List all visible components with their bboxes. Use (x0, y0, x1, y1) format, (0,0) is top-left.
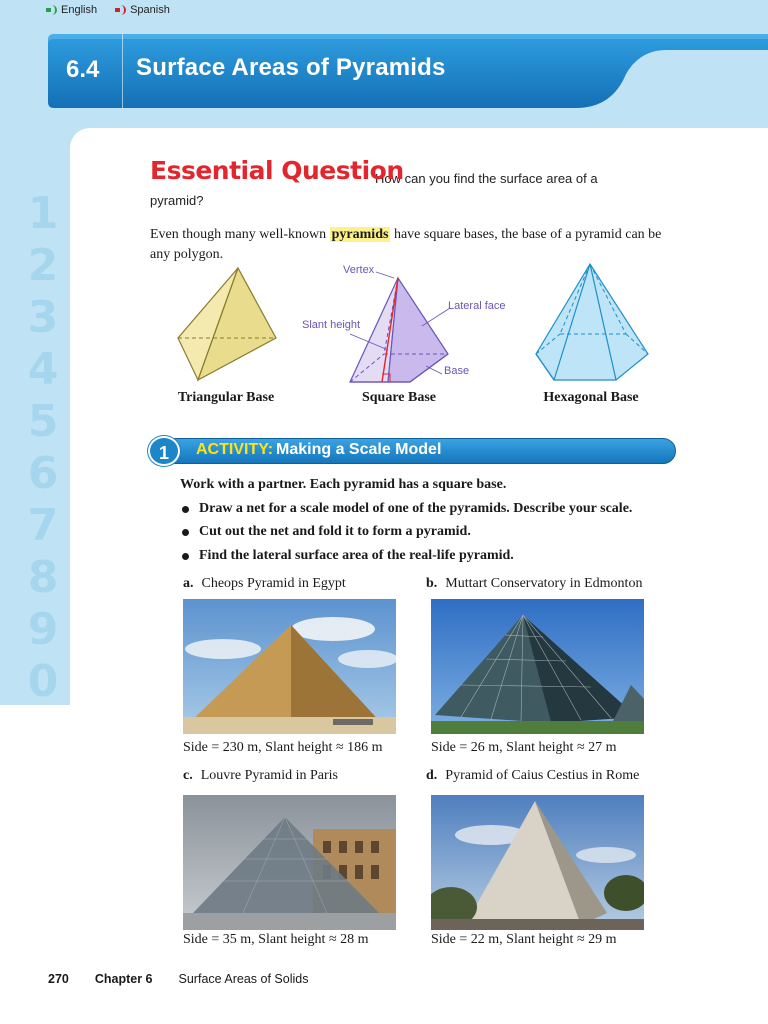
label-lateral-face: Lateral face (448, 300, 506, 312)
side-number: 0 (27, 656, 59, 707)
cheops-pyramid-photo (183, 599, 396, 734)
caption-hexagonal-base: Hexagonal Base (543, 390, 639, 405)
item-b-caption: Side = 26 m, Slant height ≈ 27 m (431, 740, 617, 755)
activity-label: ACTIVITY: (196, 441, 274, 458)
chapter-title: Surface Areas of Solids (178, 972, 309, 986)
item-letter: a. (183, 576, 194, 591)
speaker-icon (115, 5, 127, 15)
item-d-label (426, 768, 639, 784)
side-number: 9 (27, 604, 59, 655)
intro-text-before: Even though many well-known (150, 227, 330, 242)
speaker-icon (46, 5, 58, 15)
activity-instructions (180, 473, 700, 567)
caption-triangular-base: Triangular Base (177, 390, 275, 405)
side-number: 7 (27, 500, 59, 551)
side-number-column (18, 188, 68, 708)
item-a-label (183, 576, 346, 592)
instructions-lead: Work with a partner. Each pyramid has a square base. (180, 477, 507, 492)
side-number: 8 (27, 552, 59, 603)
side-number: 5 (27, 396, 59, 447)
hexagonal-pyramid-figure (536, 264, 648, 380)
side-number: 1 (27, 188, 59, 239)
caption-square-base: Square Base (361, 390, 437, 405)
item-name: Pyramid of Caius Cestius in Rome (445, 768, 640, 783)
spanish-audio-link[interactable] (115, 4, 170, 16)
item-letter: c. (183, 768, 193, 783)
instruction-bullets (180, 497, 700, 568)
item-name: Muttart Conservatory in Edmonton (445, 576, 643, 591)
pyramid-diagrams (170, 262, 660, 388)
side-number: 4 (27, 344, 59, 395)
item-letter: b. (426, 576, 438, 591)
activity-name: Making a Scale Model (276, 441, 442, 458)
page-number: 270 (48, 972, 69, 986)
intro-text-after: have square bases, the base of a pyramid can be any polygon. (150, 227, 662, 262)
item-b-label (426, 576, 642, 592)
english-audio-link[interactable] (46, 4, 97, 16)
item-letter: d. (426, 768, 438, 783)
lesson-banner (46, 34, 768, 112)
banner-divider (122, 34, 123, 108)
item-c-caption: Side = 35 m, Slant height ≈ 28 m (183, 932, 369, 947)
square-pyramid-figure (350, 272, 450, 382)
lesson-title: Surface Areas of Pyramids (136, 54, 446, 81)
label-base: Base (444, 365, 470, 377)
item-name: Cheops Pyramid in Egypt (201, 576, 346, 591)
activity-header (148, 436, 678, 466)
label-slant-height: Slant height (302, 319, 361, 331)
intro-paragraph (150, 225, 680, 265)
label-vertex: Vertex (343, 264, 375, 276)
instruction-bullet: Cut out the net and fold it to form a pyramid. (180, 520, 700, 544)
page-footer (48, 972, 308, 986)
side-number: 3 (27, 292, 59, 343)
activity-number-badge: 1 (148, 436, 180, 466)
side-number: 6 (27, 448, 59, 499)
chapter-label: Chapter 6 (94, 972, 153, 986)
spanish-label: Spanish (130, 4, 170, 16)
item-name: Louvre Pyramid in Paris (200, 768, 338, 783)
louvre-pyramid-photo (183, 795, 396, 930)
essential-question-text: How can you find the surface area of a pyramid? (150, 171, 598, 208)
lesson-number: 6.4 (66, 56, 100, 83)
instruction-bullet: Find the lateral surface area of the real-life pyramid. (180, 544, 700, 568)
caius-cestius-pyramid-photo (431, 795, 644, 930)
language-bar (46, 4, 170, 16)
vocab-term-pyramids[interactable]: pyramids (331, 227, 389, 242)
triangular-pyramid-figure (178, 268, 276, 380)
item-c-label (183, 768, 338, 784)
essential-question-title: Essential Question (150, 156, 404, 185)
side-number: 2 (27, 240, 59, 291)
instruction-bullet: Draw a net for a scale model of one of the pyramids. Describe your scale. (180, 497, 700, 521)
muttart-conservatory-photo (431, 599, 644, 734)
item-a-caption: Side = 230 m, Slant height ≈ 186 m (183, 740, 383, 755)
item-d-caption: Side = 22 m, Slant height ≈ 29 m (431, 932, 617, 947)
english-label: English (61, 4, 98, 16)
